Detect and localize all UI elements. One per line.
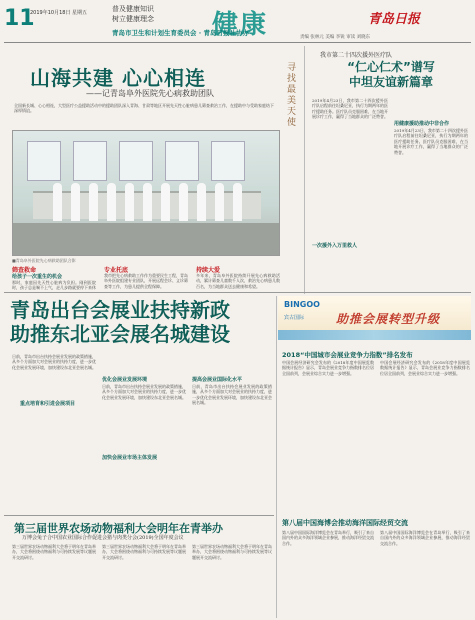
- photo-person: [107, 183, 116, 221]
- right-headline: [316, 60, 466, 90]
- feature-intro: 全国新长城、心心相连，大型医疗公益援助活动中的援助团队深入青海、甘肃等地区开展先天性心脏病患儿筛查救治工作，在援助中与受助家庭结下深厚情谊。: [14, 103, 274, 113]
- page-number: 11: [4, 6, 35, 31]
- animal-welfare-subheadline: 万博会兔子合中国农业国际合作促进会猪与肉类分会(2019)全国年度会议: [22, 535, 184, 541]
- editor-credits: 责编 张林元 美编 李锐 审读 刘晓东: [300, 35, 371, 40]
- right-section-divider: [276, 296, 277, 618]
- slogan-line-2: 树立健康理念: [112, 15, 154, 23]
- newspaper-logo: 青岛日报: [368, 12, 421, 27]
- banner-logo: BINGOO: [284, 300, 320, 309]
- photo-person: [179, 183, 188, 221]
- convention-headline: [10, 298, 230, 346]
- right-subhead-2: 用健康援助推动中非合作: [394, 121, 450, 127]
- photo-person: [143, 183, 152, 221]
- photo-caption: ■青岛阜外医院先心病救助团队合影: [12, 258, 76, 263]
- header-divider: [4, 42, 471, 43]
- convention-section-1: 重点培育和引进会展项目: [20, 401, 76, 407]
- sponsor-line: 青岛市卫生和计划生育委员会 · 青岛日报社协办: [112, 29, 249, 37]
- third-heading: 持续大爱: [196, 267, 221, 274]
- section-divider: [4, 292, 471, 293]
- photo-window: [119, 141, 153, 181]
- banner-wave-graphic: [278, 330, 471, 340]
- issue-date: 2019年10月18日 星期五: [30, 10, 88, 16]
- marine-expo-headline: 第八届中国海博会推动海洋国际经贸交流: [282, 519, 408, 527]
- right-body-1: 2019年4月23日，我市第二十四次援外医疗队启程前往坦桑尼亚，执行为期两年的医疗援助任务。医疗队员克服困难，在当地开展诊疗工作，赢得了当地群众的广泛赞誉。: [312, 98, 388, 120]
- left-body: 那时，家庭因先天性心脏病为负担。刚到医院时，孩子总是喘不上气，走几步路就要停下来休: [12, 280, 96, 290]
- animal-welfare-body-3: 第三届世界农场动物福利大会将于明年在青岛举办，大会将围绕动物福利与可持续发展等议题展开交流研讨。: [192, 544, 272, 560]
- right-headline-line-2: 中坦友谊新篇章: [348, 75, 433, 89]
- right-kicker: 我市第二十四次援外医疗队: [320, 52, 393, 59]
- banner-slogan: 助推会展转型升级: [336, 312, 441, 326]
- animal-welfare-body-1: 第三届世界农场动物福利大会将于明年在青岛举办，大会将围绕动物福利与可持续发展等议题展开交流研讨。: [12, 544, 96, 560]
- photo-person: [71, 183, 80, 221]
- ranking-body-2: 中国会展经济研究会发布的《2018年度中国展览数据统计报告》显示，青岛会展业竞争力指数排名位居全国前列，会展业综合实力进一步增强。: [380, 360, 470, 376]
- convention-body-1: 日前，青岛市出台扶持会展业发展的政策措施，从多个方面加大对会展业的扶持力度，进一步优化会展业发展环境，加快建设东北亚会展名城。: [12, 354, 96, 370]
- convention-headline-line-1: 青岛出台会展业扶持新政: [10, 298, 230, 322]
- middle-body-1: 我市把先心病救助工作作为重要民生工程，青岛阜外医院组建专业团队，开展远程会诊、义诊筛查等工作，为患儿提供全程保障。: [104, 273, 188, 289]
- convention-headline-line-2: 助推东北亚会展名城建设: [10, 322, 230, 346]
- marine-expo-body-1: 第八届中国国际海洋博览会在青岛举行，吸引了来自国内外的众多海洋领域企业参展，推动海洋经贸交流合作。: [282, 530, 374, 546]
- convention-section-4: 提高会展业国际化水平: [192, 377, 243, 383]
- photo-person: [161, 183, 170, 221]
- ranking-body-1: 中国会展经济研究会发布的《2018年度中国展览数据统计报告》显示，青岛会展业竞争力指数排名位居全国前列，会展业综合实力进一步增强。: [282, 360, 374, 376]
- slogan-line-1: 普及健康知识: [112, 5, 154, 13]
- left-heading: 筛查救命: [12, 267, 37, 274]
- middle-heading-1: 专业托底: [104, 267, 129, 274]
- photo-person: [215, 183, 224, 221]
- team-photo: [12, 130, 280, 256]
- photo-window: [165, 141, 199, 181]
- expo-banner: [278, 296, 471, 340]
- feature-headline: 山海共建 心心相连: [30, 66, 206, 90]
- photo-person: [233, 183, 242, 221]
- marine-expo-body-2: 第八届中国国际海洋博览会在青岛举行，吸引了来自国内外的众多海洋领域企业参展，推动海洋经贸交流合作。: [380, 530, 470, 546]
- animal-welfare-body-2: 第三届世界农场动物福利大会将于明年在青岛举办，大会将围绕动物福利与可持续发展等议题展开交流研讨。: [102, 544, 186, 560]
- right-body-2: 2019年4月23日，我市第二十四次援外医疗队启程前往坦桑尼亚，执行为期两年的医疗援助任务。医疗队员克服困难，在当地开展诊疗工作，赢得了当地群众的广泛赞誉。: [394, 128, 468, 155]
- right-headline-line-1: “仁心仁术”谱写: [347, 60, 435, 74]
- photo-person: [125, 183, 134, 221]
- photo-floor: [13, 223, 280, 256]
- convention-body-2: 日前，青岛市出台扶持会展业发展的政策措施，从多个方面加大对会展业的扶持力度，进一步优化会展业发展环境，加快建设东北亚会展名城。: [102, 384, 186, 400]
- photo-window: [27, 141, 61, 181]
- ranking-headline: 2018“中国城市会展业竞争力指数”排名发布: [282, 351, 413, 359]
- left-subheading: 给孩子一次重生的机会: [12, 274, 63, 280]
- photo-window: [73, 141, 107, 181]
- photo-person: [89, 183, 98, 221]
- third-body: 多年来，青岛阜外医院持续开展先心病救助活动，累计筛查儿童数千人次，救治先心病患儿数百名，为当地群众送去健康和希望。: [196, 273, 280, 289]
- convention-body-3: 日前，青岛市出台扶持会展业发展的政策措施，从多个方面加大对会展业的扶持力度，进一步优化会展业发展环境，加快建设东北亚会展名城。: [192, 384, 272, 406]
- masthead: [0, 0, 475, 44]
- convention-section-2: 优化会展业发展环境: [102, 377, 148, 383]
- slogan: [112, 4, 154, 24]
- banner-logo-sub: 宾古国际: [284, 315, 305, 321]
- bottom-divider: [4, 515, 274, 516]
- photo-person: [197, 183, 206, 221]
- animal-welfare-headline: 第三届世界农场动物福利大会明年在青举办: [14, 522, 223, 535]
- convention-section-3: 加快会展业市场主体发展: [102, 455, 158, 461]
- photo-person: [53, 183, 62, 221]
- feature-subheadline: ——记青岛阜外医院先心病救助团队: [86, 89, 214, 98]
- photo-window: [211, 141, 245, 181]
- right-subhead-1: 一次援外入万里救人: [312, 243, 358, 249]
- vertical-decoration-text: 寻找最美天使: [285, 62, 295, 128]
- section-title: 健康: [212, 10, 269, 40]
